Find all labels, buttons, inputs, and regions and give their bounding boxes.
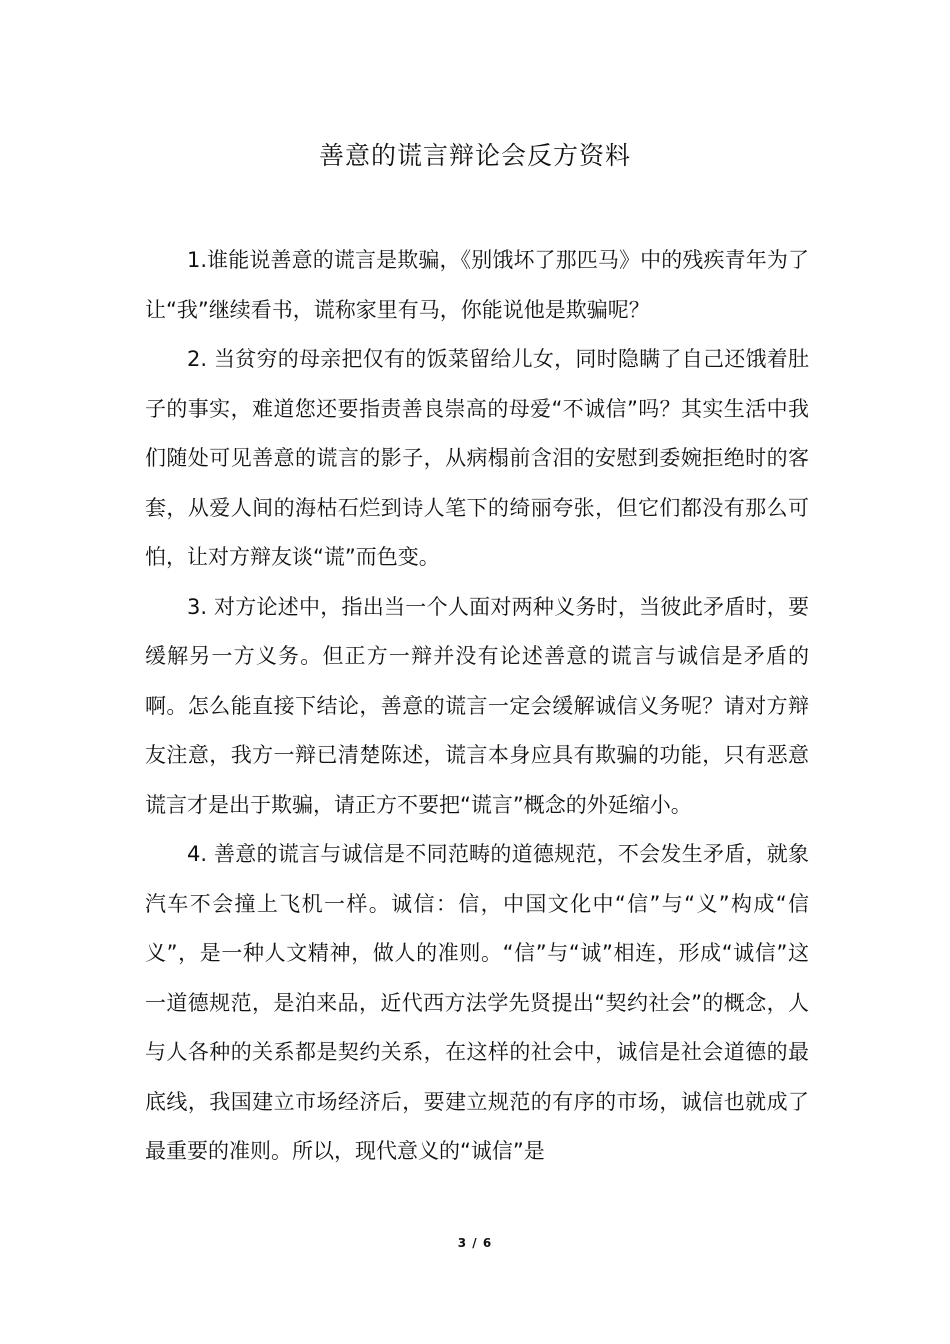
paragraph-4: 4. 善意的谎言与诚信是不同范畴的道德规范，不会发生矛盾，就象汽车不会撞上飞机一样。诚信：信，中国文化中“信”与“义”构成“信义”，是一种人文精神，做人的准则。“信”与“诚”相连，形成“诚信”这一道德规范，是泊来品，近代西方法学先贤提出“契约社会”的概念，人与人各种的关系都是契约关系，在这样的社会中，诚信是社会道德的最底线，我国建立市场经济后，要建立规范的有序的市场，诚信也就成了最重要的准则。所以，现代意义的“诚信”是 <box>145 842 809 1163</box>
paragraph-1: 1.谁能说善意的谎言是欺骗，《别饿坏了那匹马》中的残疾青年为了让“我”继续看书，谎称家里有马，你能说他是欺骗呢？ <box>145 248 809 322</box>
paragraph-3: 3. 对方论述中，指出当一个人面对两种义务时，当彼此矛盾时，要缓解另一方义务。但正方一辩并没有论述善意的谎言与诚信是矛盾的啊。怎么能直接下结论，善意的谎言一定会缓解诚信义务呢？请对方辩友注意，我方一辩已清楚陈述，谎言本身应具有欺骗的功能，只有恶意谎言才是出于欺骗，请正方不要把“谎言”概念的外延缩小。 <box>145 594 809 817</box>
document-title: 善意的谎言辩论会反方资料 <box>318 141 631 170</box>
page-number: 3 / 6 <box>457 1236 493 1250</box>
paragraph-2: 2. 当贫穷的母亲把仅有的饭菜留给儿女，同时隐瞒了自己还饿着肚子的事实，难道您还要指责善良崇高的母爱“不诚信”吗？其实生活中我们随处可见善意的谎言的影子，从病榻前含泪的安慰到委婉拒绝时的客套，从爱人间的海枯石烂到诗人笔下的绮丽夸张，但它们都没有那么可怕，让对方辩友谈“谎”而色变。 <box>145 347 809 569</box>
document-body <box>145 236 809 1177</box>
